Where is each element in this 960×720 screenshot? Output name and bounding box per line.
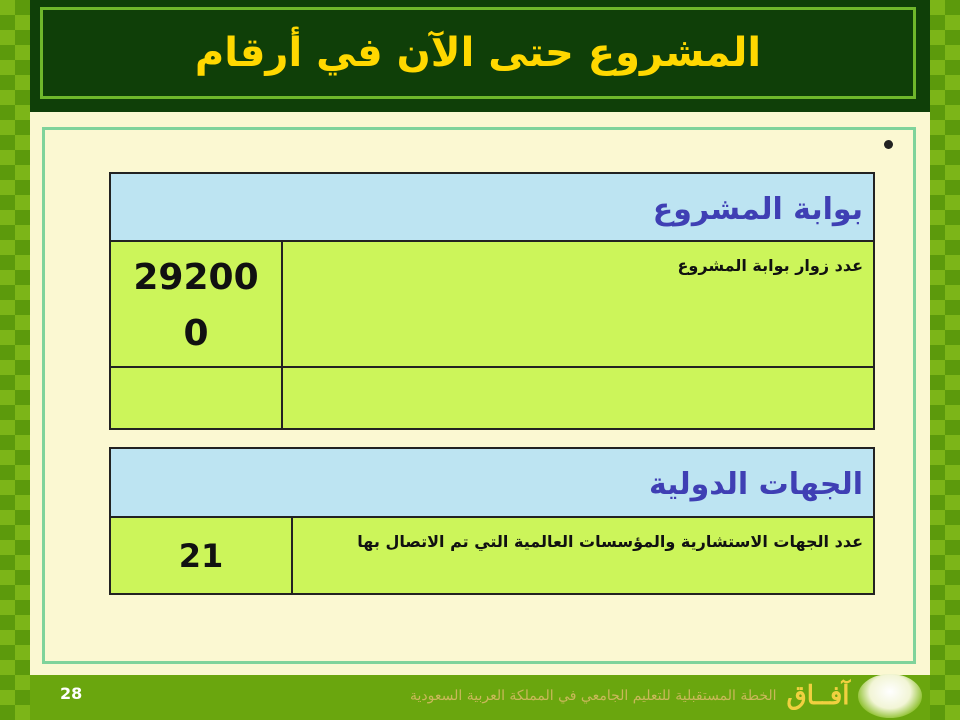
title-frame [40, 7, 916, 99]
international-entities-value: 21 [110, 517, 292, 594]
portal-empty-cell [282, 367, 874, 429]
logo-emblem-icon [858, 674, 922, 718]
slide [30, 0, 930, 675]
international-table-header: الجهات الدولية [110, 448, 874, 517]
footer-logo [410, 677, 930, 715]
portal-table [109, 172, 875, 430]
international-table [109, 447, 875, 595]
content-frame [42, 127, 916, 664]
portal-table-header: بوابة المشروع [110, 173, 874, 241]
title-bar [30, 0, 930, 112]
portal-visitors-label: عدد زوار بوابة المشروع [282, 241, 874, 367]
left-checker-border [0, 0, 30, 720]
portal-visitors-value: 292000 [133, 257, 259, 354]
bullet-point [884, 140, 893, 149]
slide-title: المشروع حتى الآن في أرقام [194, 30, 762, 76]
logo-name: آفــاق [786, 681, 850, 711]
right-checker-border [930, 0, 960, 720]
page-number: 28 [60, 684, 83, 703]
portal-empty-value-cell [110, 367, 282, 429]
logo-tagline: الخطة المستقبلية للتعليم الجامعي في المملكة العربية السعودية [410, 688, 777, 704]
international-entities-label: عدد الجهات الاستشارية والمؤسسات العالمية التي تم الاتصال بها [292, 517, 874, 594]
